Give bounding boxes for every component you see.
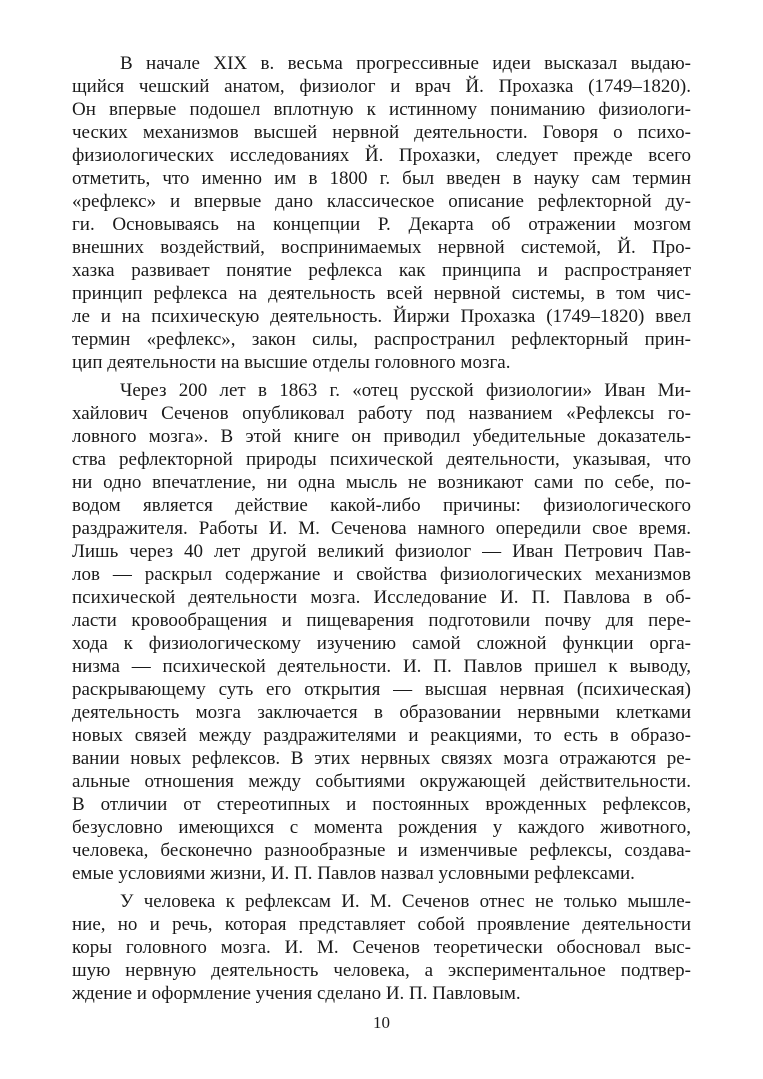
text-line: водом является действие какой-либо причины: физиологического bbox=[72, 495, 691, 516]
text-line: ловного мозга». В этой книге он приводил убедительные доказатель- bbox=[72, 426, 691, 447]
text-line: безусловно имеющихся с момента рождения у каждого животного, bbox=[72, 817, 691, 838]
text-line: раскрывающему суть его открытия — высшая нервная (психическая) bbox=[72, 679, 691, 700]
text-line: ни одно впечатление, ни одна мысль не возникают сами по себе, по- bbox=[72, 472, 691, 493]
text-line: раздражителя. Работы И. М. Сеченова намного опередили свое время. bbox=[72, 518, 691, 539]
text-line: Лишь через 40 лет другой великий физиолог — Иван Петрович Пав- bbox=[72, 541, 691, 562]
text-line: человека, бесконечно разнообразные и изменчивые рефлексы, создава- bbox=[72, 840, 691, 861]
text-line: цип деятельности на высшие отделы головного мозга. bbox=[72, 352, 511, 373]
page-number: 10 bbox=[373, 1013, 390, 1032]
text-line: принцип рефлекса на деятельность всей нервной системы, в том чис- bbox=[72, 283, 691, 304]
text-line: хода к физиологическому изучению самой сложной функции орга- bbox=[72, 633, 691, 654]
text-line: термин «рефлекс», закон силы, распространил рефлекторный прин- bbox=[72, 329, 691, 350]
text-line: ждение и оформление учения сделано И. П. Павловым. bbox=[72, 983, 521, 1004]
text-line: хайлович Сеченов опубликовал работу под названием «Рефлексы го- bbox=[72, 403, 691, 424]
text-line: В начале XIX в. весьма прогрессивные идеи высказал выдаю- bbox=[120, 53, 691, 74]
paragraph-prochazka bbox=[72, 52, 691, 374]
text-line: отметить, что именно им в 1800 г. был введен в науку сам термин bbox=[72, 168, 691, 189]
text-line: альные отношения между событиями окружающей действительности. bbox=[72, 771, 691, 792]
text-line: коры головного мозга. И. М. Сеченов теоретически обосновал выс- bbox=[72, 937, 691, 958]
text-line: хазка развивает понятие рефлекса как принципа и распространяет bbox=[72, 260, 691, 281]
text-line: ства рефлекторной природы психической деятельности, указывая, что bbox=[72, 449, 691, 470]
text-line: ние, но и речь, которая представляет собой проявление деятельности bbox=[72, 914, 691, 935]
text-line: внешних воздействий, воспринимаемых нервной системой, Й. Про- bbox=[72, 237, 691, 258]
text-line: лов — раскрыл содержание и свойства физиологических механизмов bbox=[72, 564, 691, 585]
text-line: ле и на психическую деятельность. Йиржи Прохазка (1749–1820) ввел bbox=[72, 306, 691, 327]
text-line: ласти кровообращения и пищеварения подготовили почву для пере- bbox=[72, 610, 691, 631]
text-line: В отличии от стереотипных и постоянных врожденных рефлексов, bbox=[72, 794, 691, 815]
text-line: деятельность мозга заключается в образовании нервными клетками bbox=[72, 702, 691, 723]
text-line: психической деятельности мозга. Исследование И. П. Павлова в об- bbox=[72, 587, 691, 608]
text-line: емые условиями жизни, И. П. Павлов назвал условными рефлексами. bbox=[72, 863, 635, 884]
text-line: шую нервную деятельность человека, а экспериментальное подтвер- bbox=[72, 960, 691, 981]
text-line: новых связей между раздражителями и реакциями, то есть в образо- bbox=[72, 725, 691, 746]
text-line: ги. Основываясь на концепции Р. Декарта об отражении мозгом bbox=[72, 214, 691, 235]
text-line: физиологических исследованиях Й. Прохазки, следует прежде всего bbox=[72, 145, 691, 166]
text-line: Он впервые подошел вплотную к истинному пониманию физиологи- bbox=[72, 99, 691, 120]
text-line: Через 200 лет в 1863 г. «отец русской физиологии» Иван Ми- bbox=[120, 380, 691, 401]
text-line: У человека к рефлексам И. М. Сеченов отнес не только мышле- bbox=[120, 891, 691, 912]
paragraph-speech bbox=[72, 890, 691, 1005]
text-line: ческих механизмов высшей нервной деятельности. Говоря о психо- bbox=[72, 122, 691, 143]
text-line: щийся чешский анатом, физиолог и врач Й. Прохазка (1749–1820). bbox=[72, 76, 691, 97]
paragraph-sechenov-pavlov bbox=[72, 379, 691, 885]
text-line: низма — психической деятельности. И. П. Павлов пришел к выводу, bbox=[72, 656, 691, 677]
text-line: «рефлекс» и впервые дано классическое описание рефлекторной ду- bbox=[72, 191, 691, 212]
text-line: вании новых рефлексов. В этих нервных связях мозга отражаются ре- bbox=[72, 748, 691, 769]
